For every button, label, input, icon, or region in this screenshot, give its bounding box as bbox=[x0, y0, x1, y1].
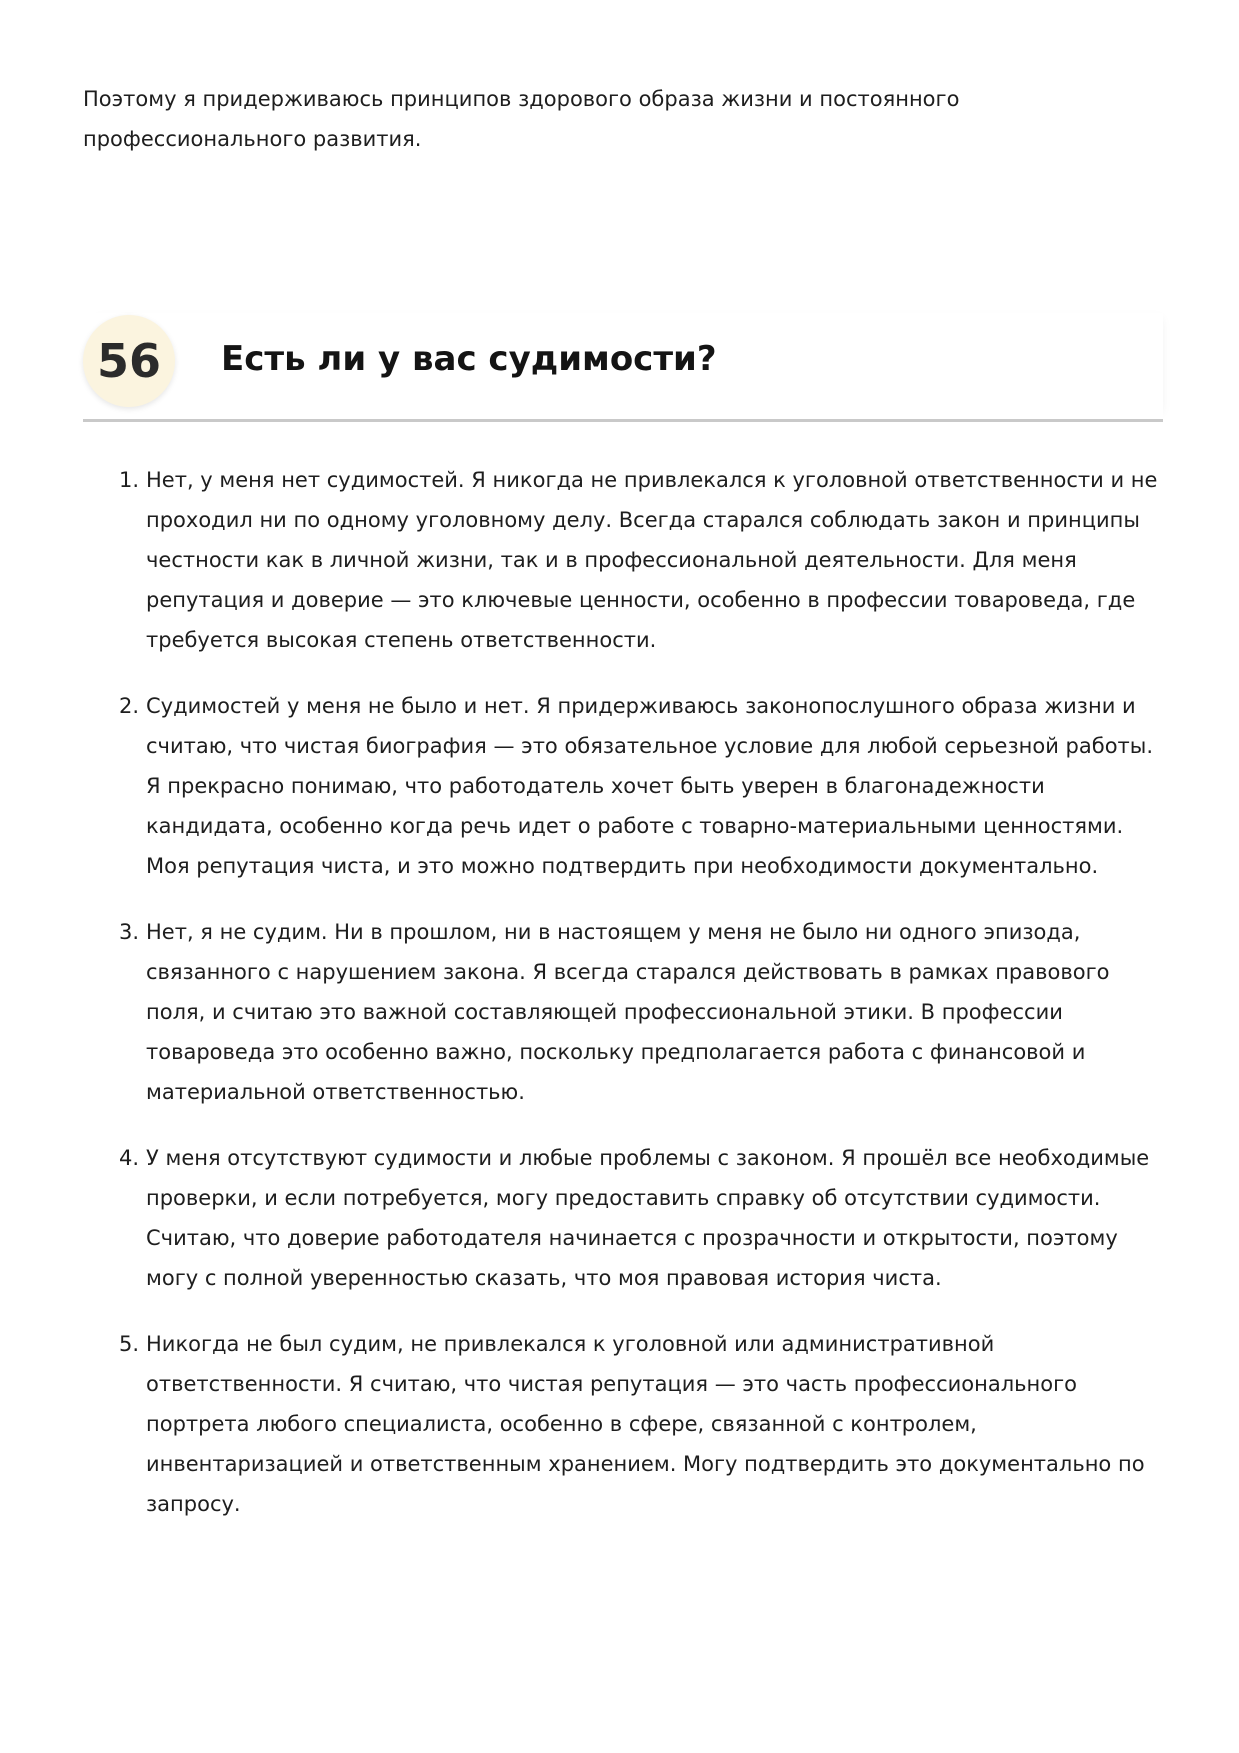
answer-text: Нет, у меня нет судимостей. Я никогда не привлекался к уголовной ответственности и не проходил ни по одному уголовному делу. Всегда старался соблюдать закон и принципы честности как в личной жизни, так и в профессиональной деятельности. Для меня репутация и доверие — это ключевые ценности, особенно в профессии товароведа, где требуется высокая степень ответственности. bbox=[146, 468, 1158, 652]
answer-item bbox=[83, 460, 1163, 660]
answer-number: 4. bbox=[119, 1146, 140, 1170]
answer-item bbox=[83, 686, 1163, 886]
answer-text: Судимостей у меня не было и нет. Я придерживаюсь законопослушного образа жизни и считаю, что чистая биография — это обязательное условие для любой серьезной работы. Я прекрасно понимаю, что работодатель хочет быть уверен в благонадежности кандидата, особенно когда речь идет о работе с товарно-материальными ценностями. Моя репутация чиста, и это можно подтвердить при необходимости документально. bbox=[146, 694, 1154, 878]
question-title: Есть ли у вас судимости? bbox=[221, 339, 717, 379]
question-number-badge: 56 bbox=[83, 315, 175, 407]
answer-item bbox=[83, 912, 1163, 1112]
question-header bbox=[83, 313, 1163, 422]
answer-item bbox=[83, 1138, 1163, 1298]
answer-number: 1. bbox=[119, 468, 140, 492]
answer-number: 5. bbox=[119, 1332, 140, 1356]
answer-text: Никогда не был судим, не привлекался к уголовной или административной ответственности. Я считаю, что чистая репутация — это часть профессионального портрета любого специалиста, особенно в сфере, связанной с контролем, инвентаризацией и ответственным хранением. Могу подтвердить это документально по запросу. bbox=[146, 1332, 1145, 1516]
answer-number: 2. bbox=[119, 694, 140, 718]
answers-list bbox=[83, 460, 1163, 1550]
answer-item bbox=[83, 1324, 1163, 1524]
answer-text: У меня отсутствуют судимости и любые проблемы с законом. Я прошёл все необходимые проверки, и если потребуется, могу предоставить справку об отсутствии судимости. Считаю, что доверие работодателя начинается с прозрачности и открытости, поэтому могу с полной уверенностью сказать, что моя правовая история чиста. bbox=[146, 1146, 1150, 1290]
answer-number: 3. bbox=[119, 920, 140, 944]
answer-text: Нет, я не судим. Ни в прошлом, ни в настоящем у меня не было ни одного эпизода, связанного с нарушением закона. Я всегда старался действовать в рамках правового поля, и считаю это важной составляющей профессиональной этики. В профессии товароведа это особенно важно, поскольку предполагается работа с финансовой и материальной ответственностью. bbox=[146, 920, 1110, 1104]
intro-paragraph: Поэтому я придерживаюсь принципов здорового образа жизни и постоянного профессионального развития. bbox=[83, 87, 960, 151]
